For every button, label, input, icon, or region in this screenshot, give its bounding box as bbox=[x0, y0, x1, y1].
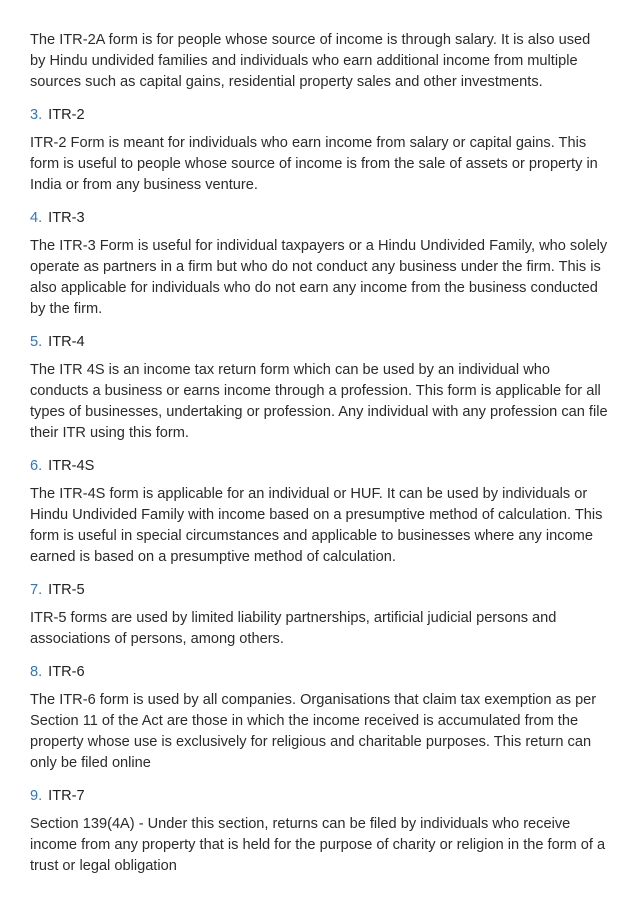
item-heading-itr-7 bbox=[30, 786, 608, 806]
item-description: ITR-5 forms are used by limited liability partnerships, artificial judicial persons and associations of persons, among others. bbox=[30, 610, 557, 647]
item-description: The ITR-4S form is applicable for an individual or HUF. It can be used by individuals or Hindu Undivided Family with income based on a presumptive method of calculation. This form is useful in special circumstances and applicable to businesses where any income earned is based on a presumptive method of calculation. bbox=[30, 486, 603, 565]
item-description: Section 139(4A) - Under this section, returns can be filed by individuals who receive income from any property that is held for the purpose of charity or religion in the form of a trust or legal obligation bbox=[30, 816, 606, 874]
item-number: 3. bbox=[30, 107, 43, 123]
item-heading-itr-6 bbox=[30, 662, 608, 682]
item-heading-itr-3 bbox=[30, 208, 608, 228]
item-description: The ITR-3 Form is useful for individual taxpayers or a Hindu Undivided Family, who solely operate as partners in a firm but who do not conduct any business under the firm. This is also applicable for individuals who do not earn any income from the business conducted by the firm. bbox=[30, 238, 608, 317]
item-heading-itr-2 bbox=[30, 105, 608, 125]
item-title: ITR-4 bbox=[48, 334, 85, 350]
item-number: 4. bbox=[30, 210, 43, 226]
item-description: ITR-2 Form is meant for individuals who earn income from salary or capital gains. This form is useful to people whose source of income is from the sale of assets or property in India or from any business venture. bbox=[30, 135, 598, 193]
item-heading-itr-5 bbox=[30, 580, 608, 600]
item-number: 9. bbox=[30, 788, 43, 804]
item-title: ITR-4S bbox=[48, 458, 95, 474]
item-number: 6. bbox=[30, 458, 43, 474]
item-title: ITR-6 bbox=[48, 664, 85, 680]
item-title: ITR-2 bbox=[48, 107, 85, 123]
item-description: The ITR 4S is an income tax return form which can be used by an individual who conducts a business or earns income through a profession. This form is applicable for all types of businesses, undertaking or profession. Any individual with any profession can file their ITR using this form. bbox=[30, 362, 608, 441]
item-title: ITR-3 bbox=[48, 210, 85, 226]
item-number: 8. bbox=[30, 664, 43, 680]
item-description: The ITR-6 form is used by all companies. Organisations that claim tax exemption as per Section 11 of the Act are those in which the income received is accumulated from the property whose use is exclusively for religious and charitable purposes. This return can only be filed online bbox=[30, 692, 597, 771]
item-title: ITR-5 bbox=[48, 582, 85, 598]
item-title: ITR-7 bbox=[48, 788, 85, 804]
item-heading-itr-4s bbox=[30, 456, 608, 476]
item-number: 7. bbox=[30, 582, 43, 598]
item-heading-itr-4 bbox=[30, 332, 608, 352]
item-number: 5. bbox=[30, 334, 43, 350]
intro-paragraph: The ITR-2A form is for people whose source of income is through salary. It is also used by Hindu undivided families and individuals who earn additional income from multiple sources such as capital gains, residential property sales and other investments. bbox=[30, 32, 591, 90]
